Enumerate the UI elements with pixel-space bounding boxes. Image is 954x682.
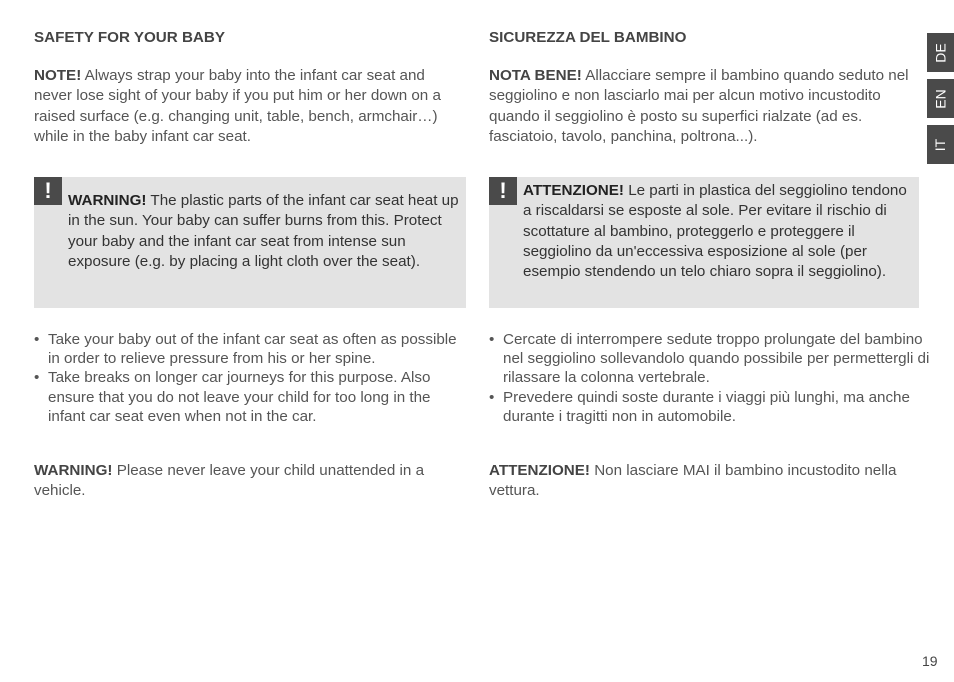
warning-text: Le parti in plastica del seggiolino tendono a riscaldarsi se esposte al sole. Per evitare il rischio di scottature al bambino, proteggerlo e proteggere il seggiolino da un'eccessiva esposizione al sole (per esempio stendendo un telo chiaro sopra il seggiolino). xyxy=(523,182,907,281)
bottom-warning-label: ATTENZIONE! xyxy=(489,462,590,479)
language-tab-de[interactable] xyxy=(927,33,954,72)
section-heading: SICUREZZA DEL BAMBINO xyxy=(489,29,687,46)
language-tab-label: DE xyxy=(932,42,949,63)
bullet-icon: • xyxy=(489,388,495,406)
warning-box xyxy=(489,177,919,308)
bullet-list xyxy=(489,330,931,426)
bottom-warning-text: Non lasciare MAI il bambino incustodito nella vettura. xyxy=(489,462,897,500)
bullet-icon: • xyxy=(34,369,40,387)
list-item-text: Take your baby out of the infant car seat as often as possible in order to relieve pressure from his or her spine. xyxy=(48,331,457,368)
note-text: Allacciare sempre il bambino quando seduto nel seggiolino e non lasciarlo mai per alcun motivo incustodito quando il seggiolino è posto su superfici rialzate (ad es. fasciatoio, tavolo, panchina, poltrona...). xyxy=(489,67,909,145)
note-paragraph xyxy=(489,66,929,147)
list-item-text: Take breaks on longer car journeys for this purpose. Also ensure that you do not leave your child for too long in the infant car seat even when not in the car. xyxy=(48,369,431,425)
list-item-text: Prevedere quindi soste durante i viaggi più lunghi, ma anche durante i tragitti non in automobile. xyxy=(503,388,910,425)
warning-paragraph xyxy=(523,181,917,282)
warning-label: WARNING! xyxy=(68,192,147,209)
page-number: 19 xyxy=(922,653,938,669)
bullet-list xyxy=(34,330,466,426)
exclamation-icon: ! xyxy=(34,177,62,205)
note-label: NOTE! xyxy=(34,67,82,84)
note-text: Always strap your baby into the infant car seat and never lose sight of your baby if you put him or her down on a raised surface (e.g. changing unit, table, bench, armchair…) while in the baby infant car seat. xyxy=(34,67,441,145)
language-tab-label: EN xyxy=(932,88,949,109)
warning-paragraph xyxy=(68,191,460,272)
bullet-icon: • xyxy=(34,331,40,348)
warning-label: ATTENZIONE! xyxy=(523,182,624,199)
bottom-warning-text: Please never leave your child unattended in a vehicle. xyxy=(34,462,425,500)
bottom-warning-label: WARNING! xyxy=(34,462,113,479)
list-item xyxy=(34,368,466,426)
bottom-warning xyxy=(34,461,466,502)
bottom-warning xyxy=(489,461,923,502)
list-item xyxy=(489,330,931,388)
warning-text: The plastic parts of the infant car seat heat up in the sun. Your baby can suffer burns from this. Protect your baby and the infant car seat from intense sun exposure (e.g. by placing a light cloth over the seat). xyxy=(68,192,459,270)
exclamation-icon: ! xyxy=(489,177,517,205)
list-item-text: Cercate di interrompere sedute troppo prolungate del bambino nel seggiolino sollevandolo quando possibile per permettergli di rilassare la colonna vertebrale. xyxy=(503,331,930,387)
bullet-icon: • xyxy=(489,331,495,348)
language-tab-it[interactable] xyxy=(927,125,954,164)
list-item xyxy=(489,388,931,426)
list-item xyxy=(34,330,466,368)
note-paragraph xyxy=(34,66,466,147)
warning-box xyxy=(34,177,466,308)
language-tab-en[interactable] xyxy=(927,79,954,118)
note-label: NOTA BENE! xyxy=(489,67,582,84)
section-heading: SAFETY FOR YOUR BABY xyxy=(34,29,225,46)
language-tab-label: IT xyxy=(932,138,949,151)
